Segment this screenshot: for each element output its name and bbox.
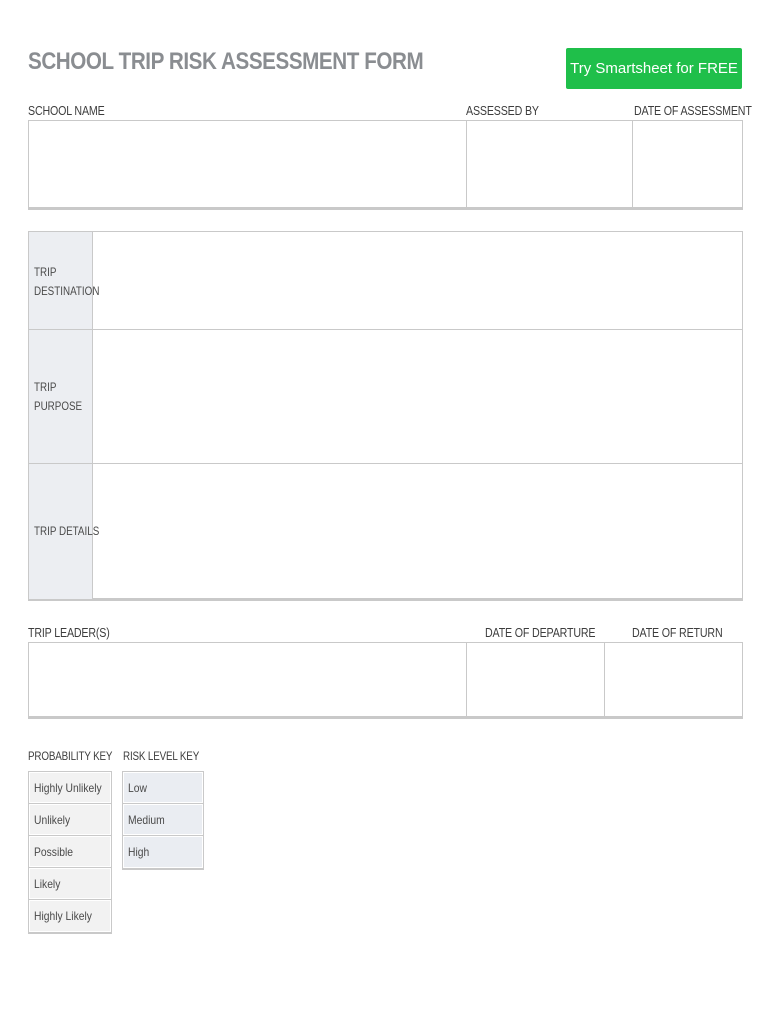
probability-key-text: Possible xyxy=(34,845,74,859)
probability-key-text: Highly Unlikely xyxy=(34,781,102,795)
trip-purpose-row xyxy=(29,330,742,464)
risk-level-key-label: RISK LEVEL KEY xyxy=(123,749,200,763)
trip-details-header xyxy=(29,464,100,599)
risk-level-key-item xyxy=(123,804,203,836)
date-of-assessment-label: DATE OF ASSESSMENT xyxy=(634,103,752,118)
try-smartsheet-button[interactable]: Try Smartsheet for FREE xyxy=(566,48,742,89)
risk-level-key-item xyxy=(123,772,203,804)
trip-purpose-label: TRIP PURPOSE xyxy=(34,380,83,413)
school-name-field[interactable] xyxy=(29,121,466,207)
probability-key-item xyxy=(29,900,111,932)
trip-leaders-label: TRIP LEADER(S) xyxy=(28,625,110,640)
probability-key-label: PROBABILITY KEY xyxy=(28,749,113,763)
risk-level-key-item xyxy=(123,836,203,868)
date-of-assessment-field[interactable] xyxy=(633,121,742,207)
assessment-info-table xyxy=(28,120,743,210)
trip-leaders-field[interactable] xyxy=(29,643,466,716)
probability-key-item xyxy=(29,868,111,900)
probability-key-text: Likely xyxy=(34,877,61,891)
risk-level-key-table xyxy=(122,771,204,870)
assessed-by-label: ASSESSED BY xyxy=(466,103,539,118)
probability-key-item xyxy=(29,772,111,804)
trip-destination-field[interactable] xyxy=(93,232,742,329)
trip-destination-label: TRIP DESTINATION xyxy=(34,265,100,298)
probability-key-table xyxy=(28,771,112,934)
risk-level-key-text: Medium xyxy=(128,813,165,827)
school-name-label: SCHOOL NAME xyxy=(28,103,105,118)
date-of-departure-field[interactable] xyxy=(467,643,604,716)
trip-purpose-header xyxy=(29,330,93,463)
trip-details-row xyxy=(29,464,742,599)
probability-key-text: Unlikely xyxy=(34,813,71,827)
probability-key-item xyxy=(29,836,111,868)
risk-level-key-text: High xyxy=(128,845,150,859)
trip-info-table xyxy=(28,231,743,601)
trip-destination-header xyxy=(29,232,100,329)
probability-key-item xyxy=(29,804,111,836)
date-of-return-field[interactable] xyxy=(605,643,742,716)
trip-details-field[interactable] xyxy=(93,464,742,599)
risk-level-key-text: Low xyxy=(128,781,147,795)
trip-destination-row xyxy=(29,232,742,330)
trip-details-label: TRIP DETAILS xyxy=(34,524,100,538)
date-of-return-label: DATE OF RETURN xyxy=(632,625,723,640)
trip-leaders-table xyxy=(28,642,743,719)
probability-key-text: Highly Likely xyxy=(34,909,92,923)
date-of-departure-label: DATE OF DEPARTURE xyxy=(485,625,596,640)
assessed-by-field[interactable] xyxy=(467,121,632,207)
page-title: SCHOOL TRIP RISK ASSESSMENT FORM xyxy=(28,48,424,75)
trip-purpose-field[interactable] xyxy=(93,330,742,463)
